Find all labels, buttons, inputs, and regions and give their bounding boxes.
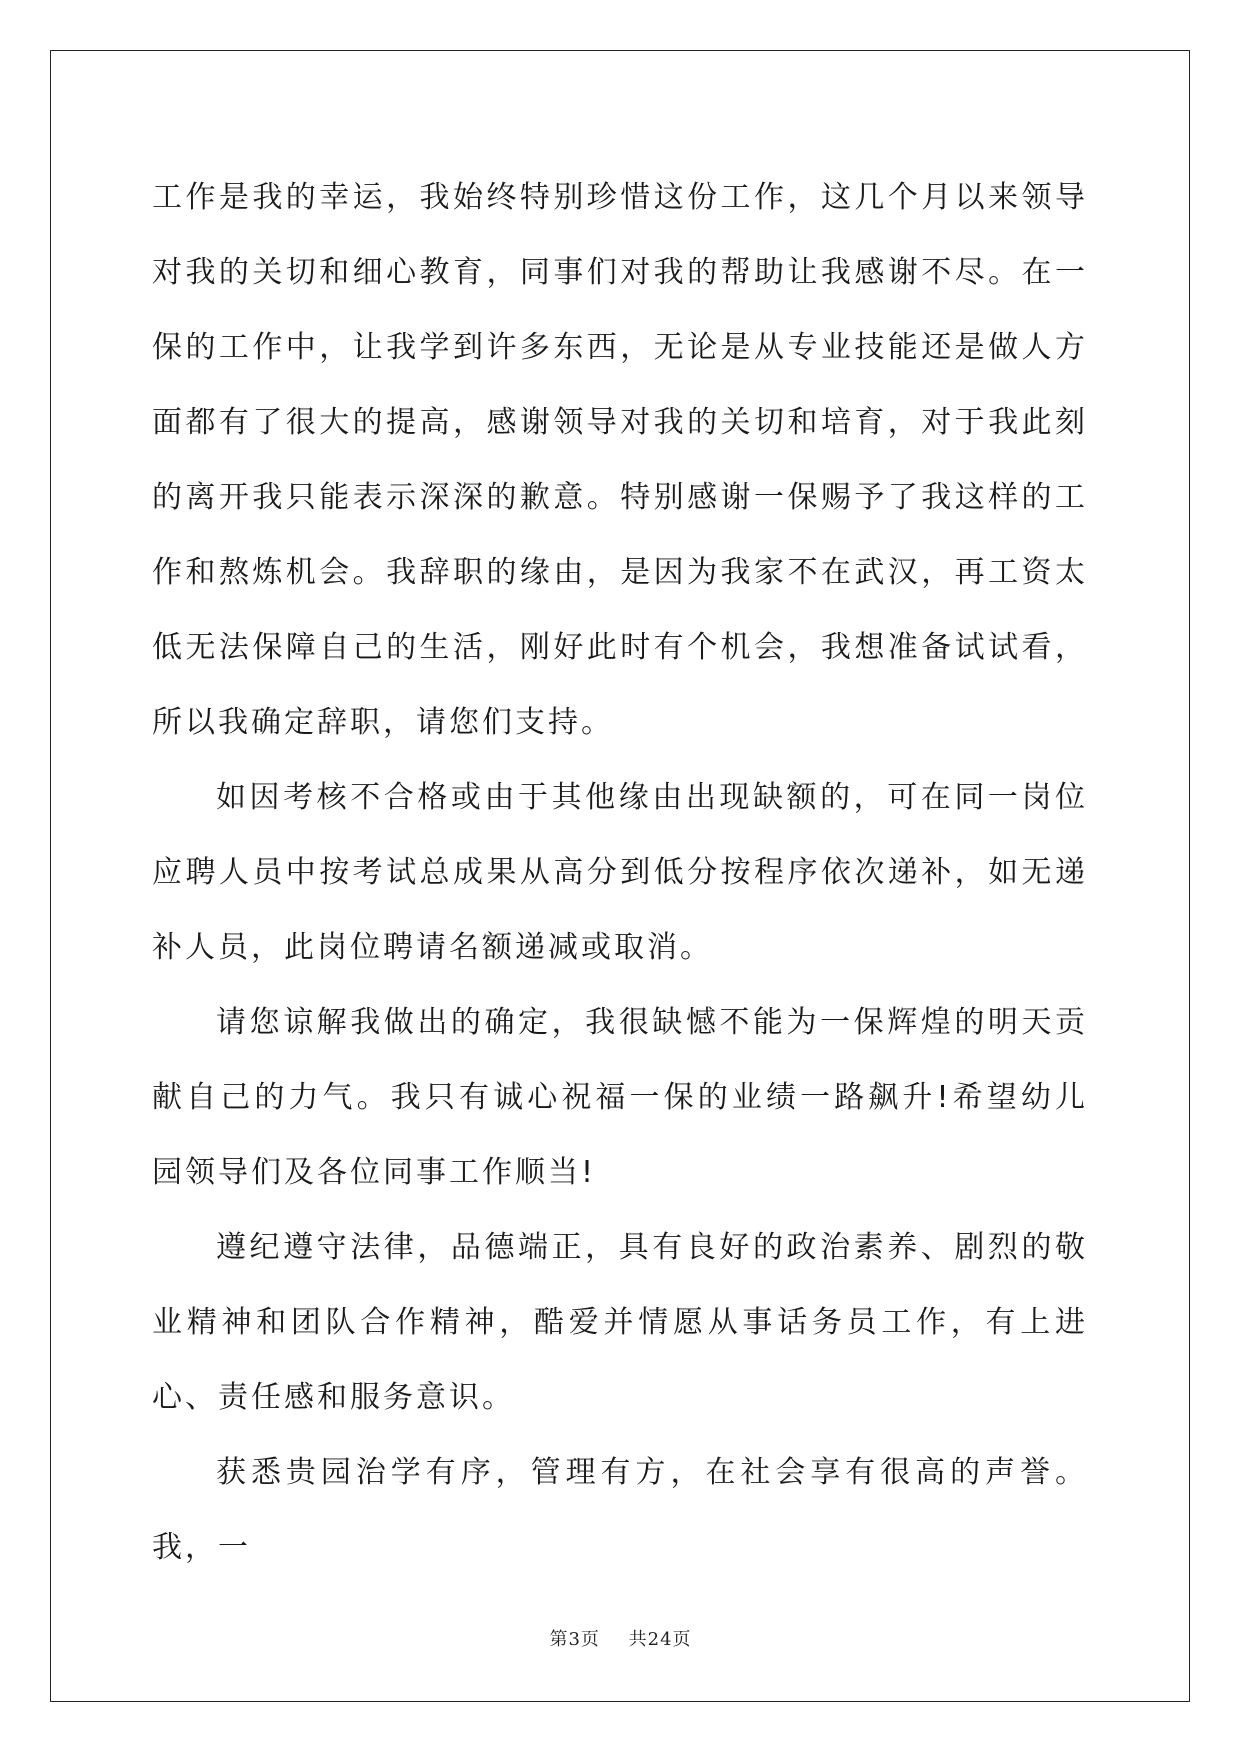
paragraph-1: 工作是我的幸运，我始终特别珍惜这份工作，这几个月以来领导对我的关切和细心教育，同事们对我的帮助让我感谢不尽。在一保的工作中，让我学到许多东西，无论是从专业技能还是做人方面都有了很大的提高，感谢领导对我的关切和培育，对于我此刻的离开我只能表示深深的歉意。特别感谢一保赐予了我这样的工作和熬炼机会。我辞职的缘由，是因为我家不在武汉，再工资太低无法保障自己的生活，刚好此时有个机会，我想准备试试看，所以我确定辞职，请您们支持。 [152, 180, 1088, 740]
paragraph-4: 遵纪遵守法律，品德端正，具有良好的政治素养、剧烈的敬业精神和团队合作精神，酷爱并情愿从事话务员工作，有上进心、责任感和服务意识。 [152, 1230, 1088, 1415]
page-total: 共24页 [628, 1629, 692, 1650]
paragraph-3: 请您谅解我做出的确定，我很缺憾不能为一保辉煌的明天贡献自己的力气。我只有诚心祝福一保的业绩一路飙升!希望幼儿园领导们及各位同事工作顺当! [152, 1005, 1088, 1190]
paragraph-2: 如因考核不合格或由于其他缘由出现缺额的，可在同一岗位应聘人员中按考试总成果从高分到低分按程序依次递补，如无递补人员，此岗位聘请名额递减或取消。 [152, 780, 1088, 965]
document-body [152, 160, 1088, 1585]
paragraph-5: 获悉贵园治学有序，管理有方，在社会享有很高的声誉。我，一 [152, 1455, 1088, 1565]
page-footer [0, 1625, 1241, 1651]
page-number: 第3页 [549, 1629, 600, 1650]
